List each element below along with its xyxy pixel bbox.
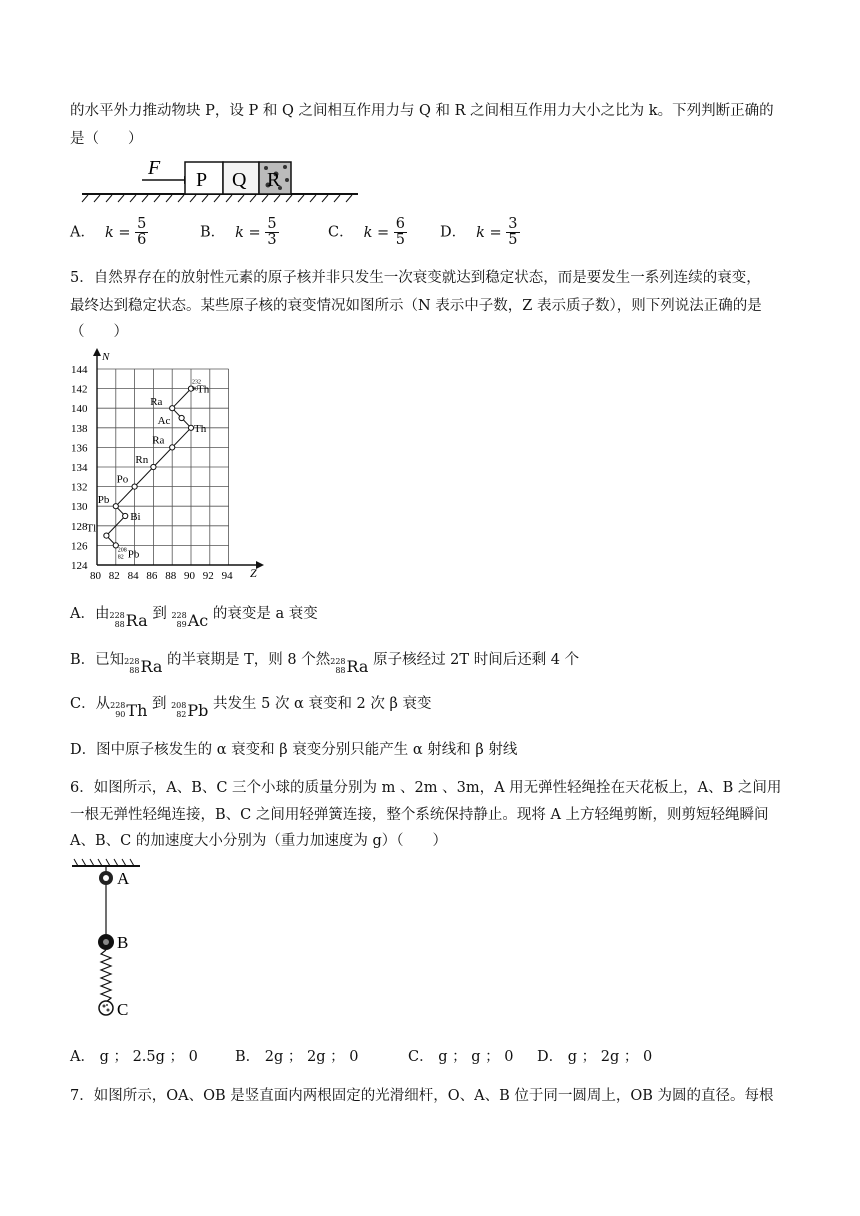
q4-option-b[interactable]: B． k = $\frac{5}{3}$ <box>200 216 277 249</box>
nuclide-point <box>132 484 137 489</box>
y-tick-label: 134 <box>71 462 88 474</box>
q6-option-a[interactable]: A． g ； 2.5g ； 0 <box>70 1049 198 1065</box>
x-axis-label: Z <box>250 566 257 580</box>
y-tick-label: 128 <box>71 520 88 533</box>
label-a: A <box>117 869 130 888</box>
y-tick-label: 130 <box>71 501 88 514</box>
q4-option-d[interactable]: D． k = $\frac{3}{5}$ <box>440 216 518 249</box>
x-tick-label: 80 <box>90 570 101 580</box>
nuclide-label: Pb <box>97 494 110 507</box>
label-b: B <box>117 933 129 952</box>
spring-balls-figure <box>70 858 180 1028</box>
x-tick-label: 88 <box>165 570 177 580</box>
block-q-label: Q <box>232 169 247 191</box>
nuclide-label: Ra <box>150 396 163 409</box>
q6-option-d[interactable]: D． g ； 2g ； 0 <box>537 1049 653 1065</box>
nuclide-point <box>123 513 128 518</box>
q5-text-line3: （ ） <box>70 324 128 340</box>
nuclide-label: Ra <box>152 434 165 447</box>
q5-option-d[interactable]: D．图中原子核发生的 α 衰变和 β 衰变分别只能产生 α 射线和 β 射线 <box>70 742 518 758</box>
y-tick-label: 144 <box>71 364 88 376</box>
nuclide-point <box>188 425 193 430</box>
x-tick-label: 92 <box>202 570 214 580</box>
y-tick-label: 132 <box>71 481 88 494</box>
fraction: $\frac{6}{5}$ <box>395 216 405 249</box>
decay-chart <box>70 348 270 580</box>
block-p-label: P <box>196 169 208 191</box>
nuclide-label: Bi <box>130 511 141 523</box>
y-tick-label: 136 <box>71 442 88 455</box>
x-tick-label: 86 <box>146 570 158 580</box>
q6-option-c[interactable]: C． g ； g ； 0 <box>408 1049 514 1065</box>
q5-option-a[interactable]: A．由 228 88 Ra 到 228 89 Ac 的衰变是 a 衰变 <box>70 606 318 630</box>
q4-text-line2: 是（ ） <box>70 131 143 147</box>
x-tick-label: 84 <box>127 570 139 580</box>
decay-arrow <box>172 428 191 448</box>
isotope-index: 232 <box>192 379 201 386</box>
q5-option-b[interactable]: B．已知 228 88 Ra 的半衰期是 T，则 8 个然 228 88 Ra 原子核经过 2T 时间后还剩 4 个 <box>70 652 580 676</box>
force-label: F <box>148 157 161 179</box>
q7-text-line1: 7．如图所示，OA、OB 是竖直面内两根固定的光滑细杆，O、A、B 位于同一圆周上，OB 为圆的直径。每根 <box>70 1088 774 1104</box>
decay-arrow <box>135 467 154 487</box>
q5-text-line2: 最终达到稳定状态。某些原子核的衰变情况如图所示（N 表示中子数，Z 表示质子数），则下列说法正确的是 <box>70 298 762 314</box>
nuclide-point <box>113 504 118 509</box>
spring <box>101 950 111 1002</box>
isotope-index: 208 <box>117 547 127 554</box>
y-axis-label: N <box>102 351 110 363</box>
q6-text-line3: A、B、C 的加速度大小分别为（重力加速度为 g）（ ） <box>70 833 447 849</box>
nuclide-label: Ac <box>157 415 171 427</box>
q6-option-b[interactable]: B． 2g ； 2g ； 0 <box>235 1049 359 1065</box>
isotope-index: 90 <box>192 386 198 393</box>
nuclide-point <box>151 464 156 469</box>
nuclide-point <box>170 445 175 450</box>
nuclide-label: Rn <box>135 454 149 466</box>
q6-text-line1: 6．如图所示，A、B、C 三个小球的质量分别为 m 、2m 、3m，A 用无弹性轻绳拴在天花板上，A、B 之间用 <box>70 780 782 796</box>
y-tick-label: 142 <box>71 383 88 396</box>
x-tick-label: 82 <box>108 570 120 580</box>
isotope-index: 82 <box>117 554 124 561</box>
x-tick-label: 94 <box>221 570 233 580</box>
y-tick-label: 140 <box>71 403 88 416</box>
q4-option-a[interactable]: A． k = $\frac{5}{6}$ <box>70 216 147 249</box>
x-tick-label: 90 <box>184 570 195 580</box>
decay-arrow <box>116 487 135 507</box>
nuclide-label: Th <box>197 383 210 396</box>
q4-option-c[interactable]: C． k = $\frac{6}{5}$ <box>328 216 405 249</box>
nuclide-label: Pb <box>127 548 140 561</box>
fraction: $\frac{5}{3}$ <box>267 216 277 249</box>
block-r-label: R <box>267 169 281 191</box>
decay-arrow <box>172 389 191 409</box>
decay-arrow <box>153 447 172 467</box>
ball-c <box>99 1001 113 1015</box>
y-tick-label: 126 <box>71 540 88 553</box>
nuclide-point <box>104 533 109 538</box>
q4-text-line1: 的水平外力推动物块 P，设 P 和 Q 之间相互作用力与 Q 和 R 之间相互作用力大小之比为 k。下列判断正确的 <box>70 103 774 119</box>
y-tick-label: 124 <box>71 560 88 572</box>
nuclide-label: Po <box>116 473 129 486</box>
nuclide-point <box>179 415 184 420</box>
nuclide-point <box>170 406 175 411</box>
nuclide-label: Tl <box>86 522 97 535</box>
q4-blocks-figure <box>80 152 360 204</box>
q6-text-line2: 一根无弹性轻绳连接，B、C 之间用轻弹簧连接，整个系统保持静止。现将 A 上方轻绳剪断，则剪短轻绳瞬间 <box>70 807 769 823</box>
label-c: C <box>117 1000 129 1019</box>
fraction: $\frac{3}{5}$ <box>508 216 518 249</box>
fraction: $\frac{5}{6}$ <box>137 216 147 249</box>
y-tick-label: 138 <box>71 422 88 435</box>
nuclide-label: Th <box>194 422 207 435</box>
q5-option-c[interactable]: C．从 228 90 Th 到 208 82 Pb 共发生 5 次 α 衰变和 2 次 β 衰变 <box>70 696 432 720</box>
q5-text-line1: 5．自然界存在的放射性元素的原子核并非只发生一次衰变就达到稳定状态，而是要发生一系列连续的衰变， <box>70 270 761 286</box>
